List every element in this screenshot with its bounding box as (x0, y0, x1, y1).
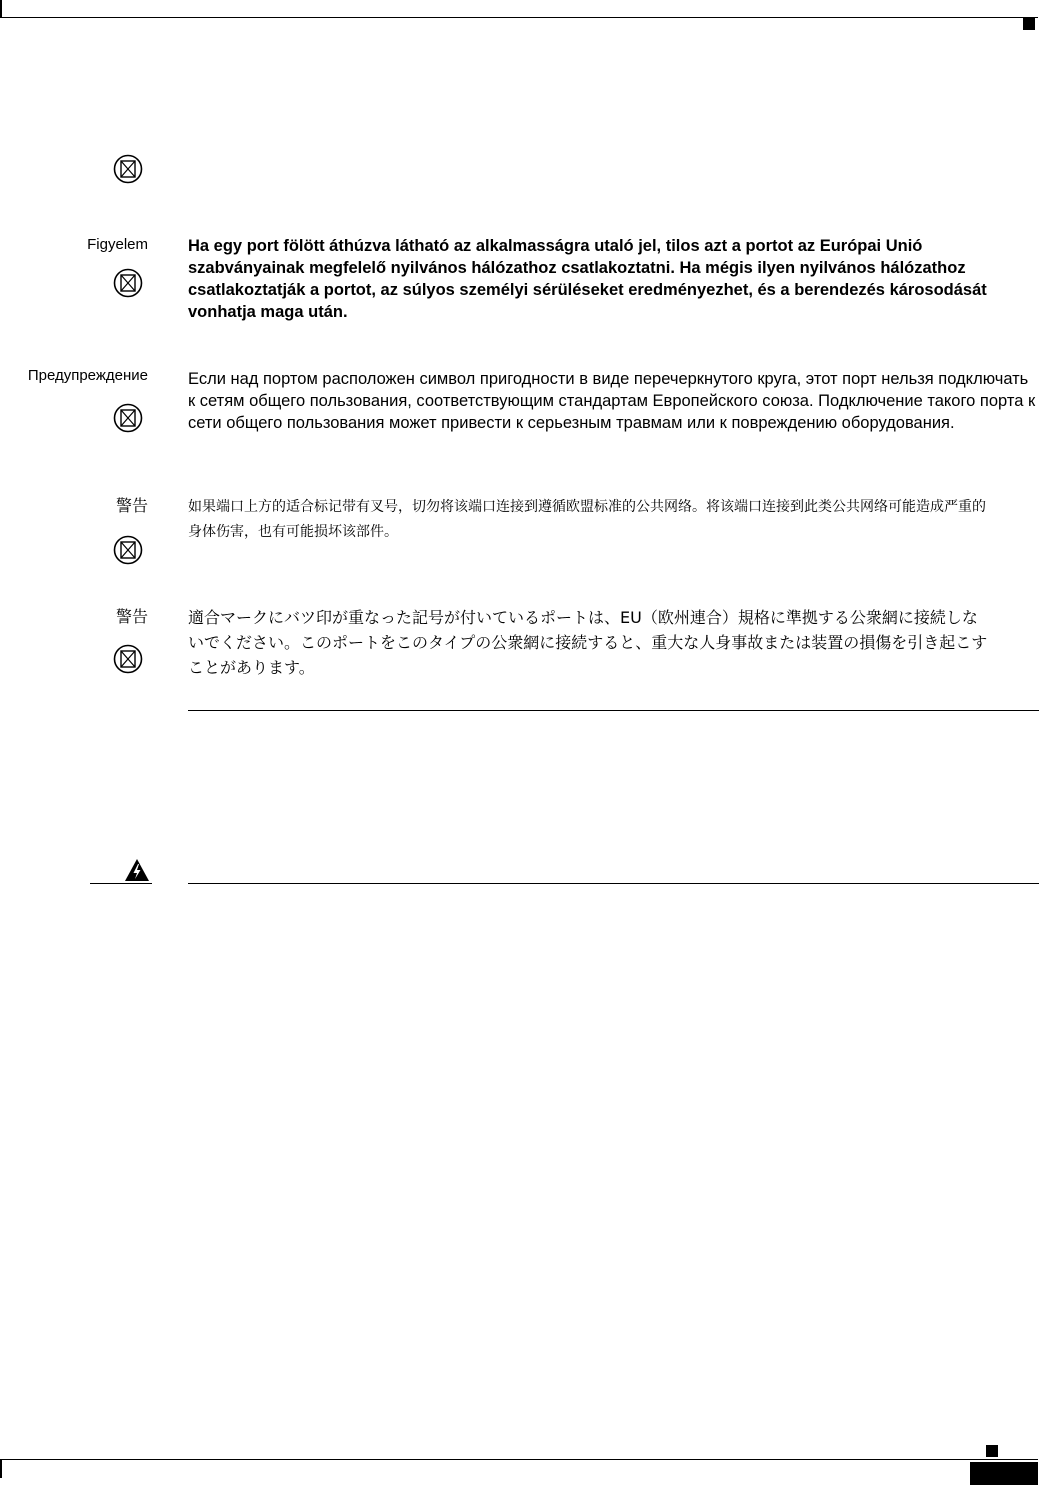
footer-rule (0, 1459, 1038, 1460)
warning-icon-underline (90, 883, 152, 884)
crossed-out-approval-icon (113, 268, 143, 298)
warning-header-rule (188, 883, 1039, 884)
crossed-out-approval-icon (113, 644, 143, 674)
crossed-out-approval-icon (113, 535, 143, 565)
header-crop-mark (0, 0, 2, 18)
header-rule (0, 17, 1038, 18)
warning-label-chinese: 警告 (115, 496, 148, 515)
header-corner-square (1023, 18, 1035, 30)
warning-label-hungarian: Figyelem (87, 236, 148, 253)
electrical-hazard-warning-icon (124, 858, 150, 882)
warning-text-hungarian: Ha egy port fölött áthúzva látható az alkalmasságra utaló jel, tilos azt a portot az Európai Unió szabványainak megfelelő nyilvános hálózathoz csatlakoztatni. Ha mégis ilyen nyilvános hálózathoz csatlakoztatják a portot, az súlyos személyi sérüléseket eredményezhet, és a berendezés károsodását vonhatja maga után. (188, 237, 987, 321)
footer-crop-mark (0, 1460, 2, 1478)
footer-square-mark (986, 1445, 998, 1457)
warning-label-russian: Предупреждение (27, 367, 148, 384)
section-divider (188, 710, 1039, 711)
crossed-out-approval-icon (113, 154, 143, 184)
warning-text-japanese: 適合マークにバツ印が重なった記号が付いているポートは、EU（欧州連合）規格に準拠する公衆網に接続しないでください。このポートをこのタイプの公衆網に接続すると、重大な人身事故または装置の損傷を引き起こすことがあります。 (188, 608, 988, 677)
warning-label-japanese: 警告 (115, 607, 148, 626)
warning-text-chinese: 如果端口上方的适合标记带有叉号，切勿将该端口连接到遵循欧盟标准的公共网络。将该端口连接到此类公共网络可能造成严重的身体伤害，也有可能损坏该部件。 (188, 499, 986, 540)
crossed-out-approval-icon (113, 403, 143, 433)
page-number-tab (970, 1462, 1038, 1485)
warning-text-russian: Если над портом расположен символ пригодности в виде перечеркнутого круга, этот порт нельзя подключать к сетям общего пользования, соответствующим стандартам Европейского союза. Подключение такого порта к сети общего пользования может привести к серьезным травмам или к повреждению оборудования. (188, 370, 1036, 432)
